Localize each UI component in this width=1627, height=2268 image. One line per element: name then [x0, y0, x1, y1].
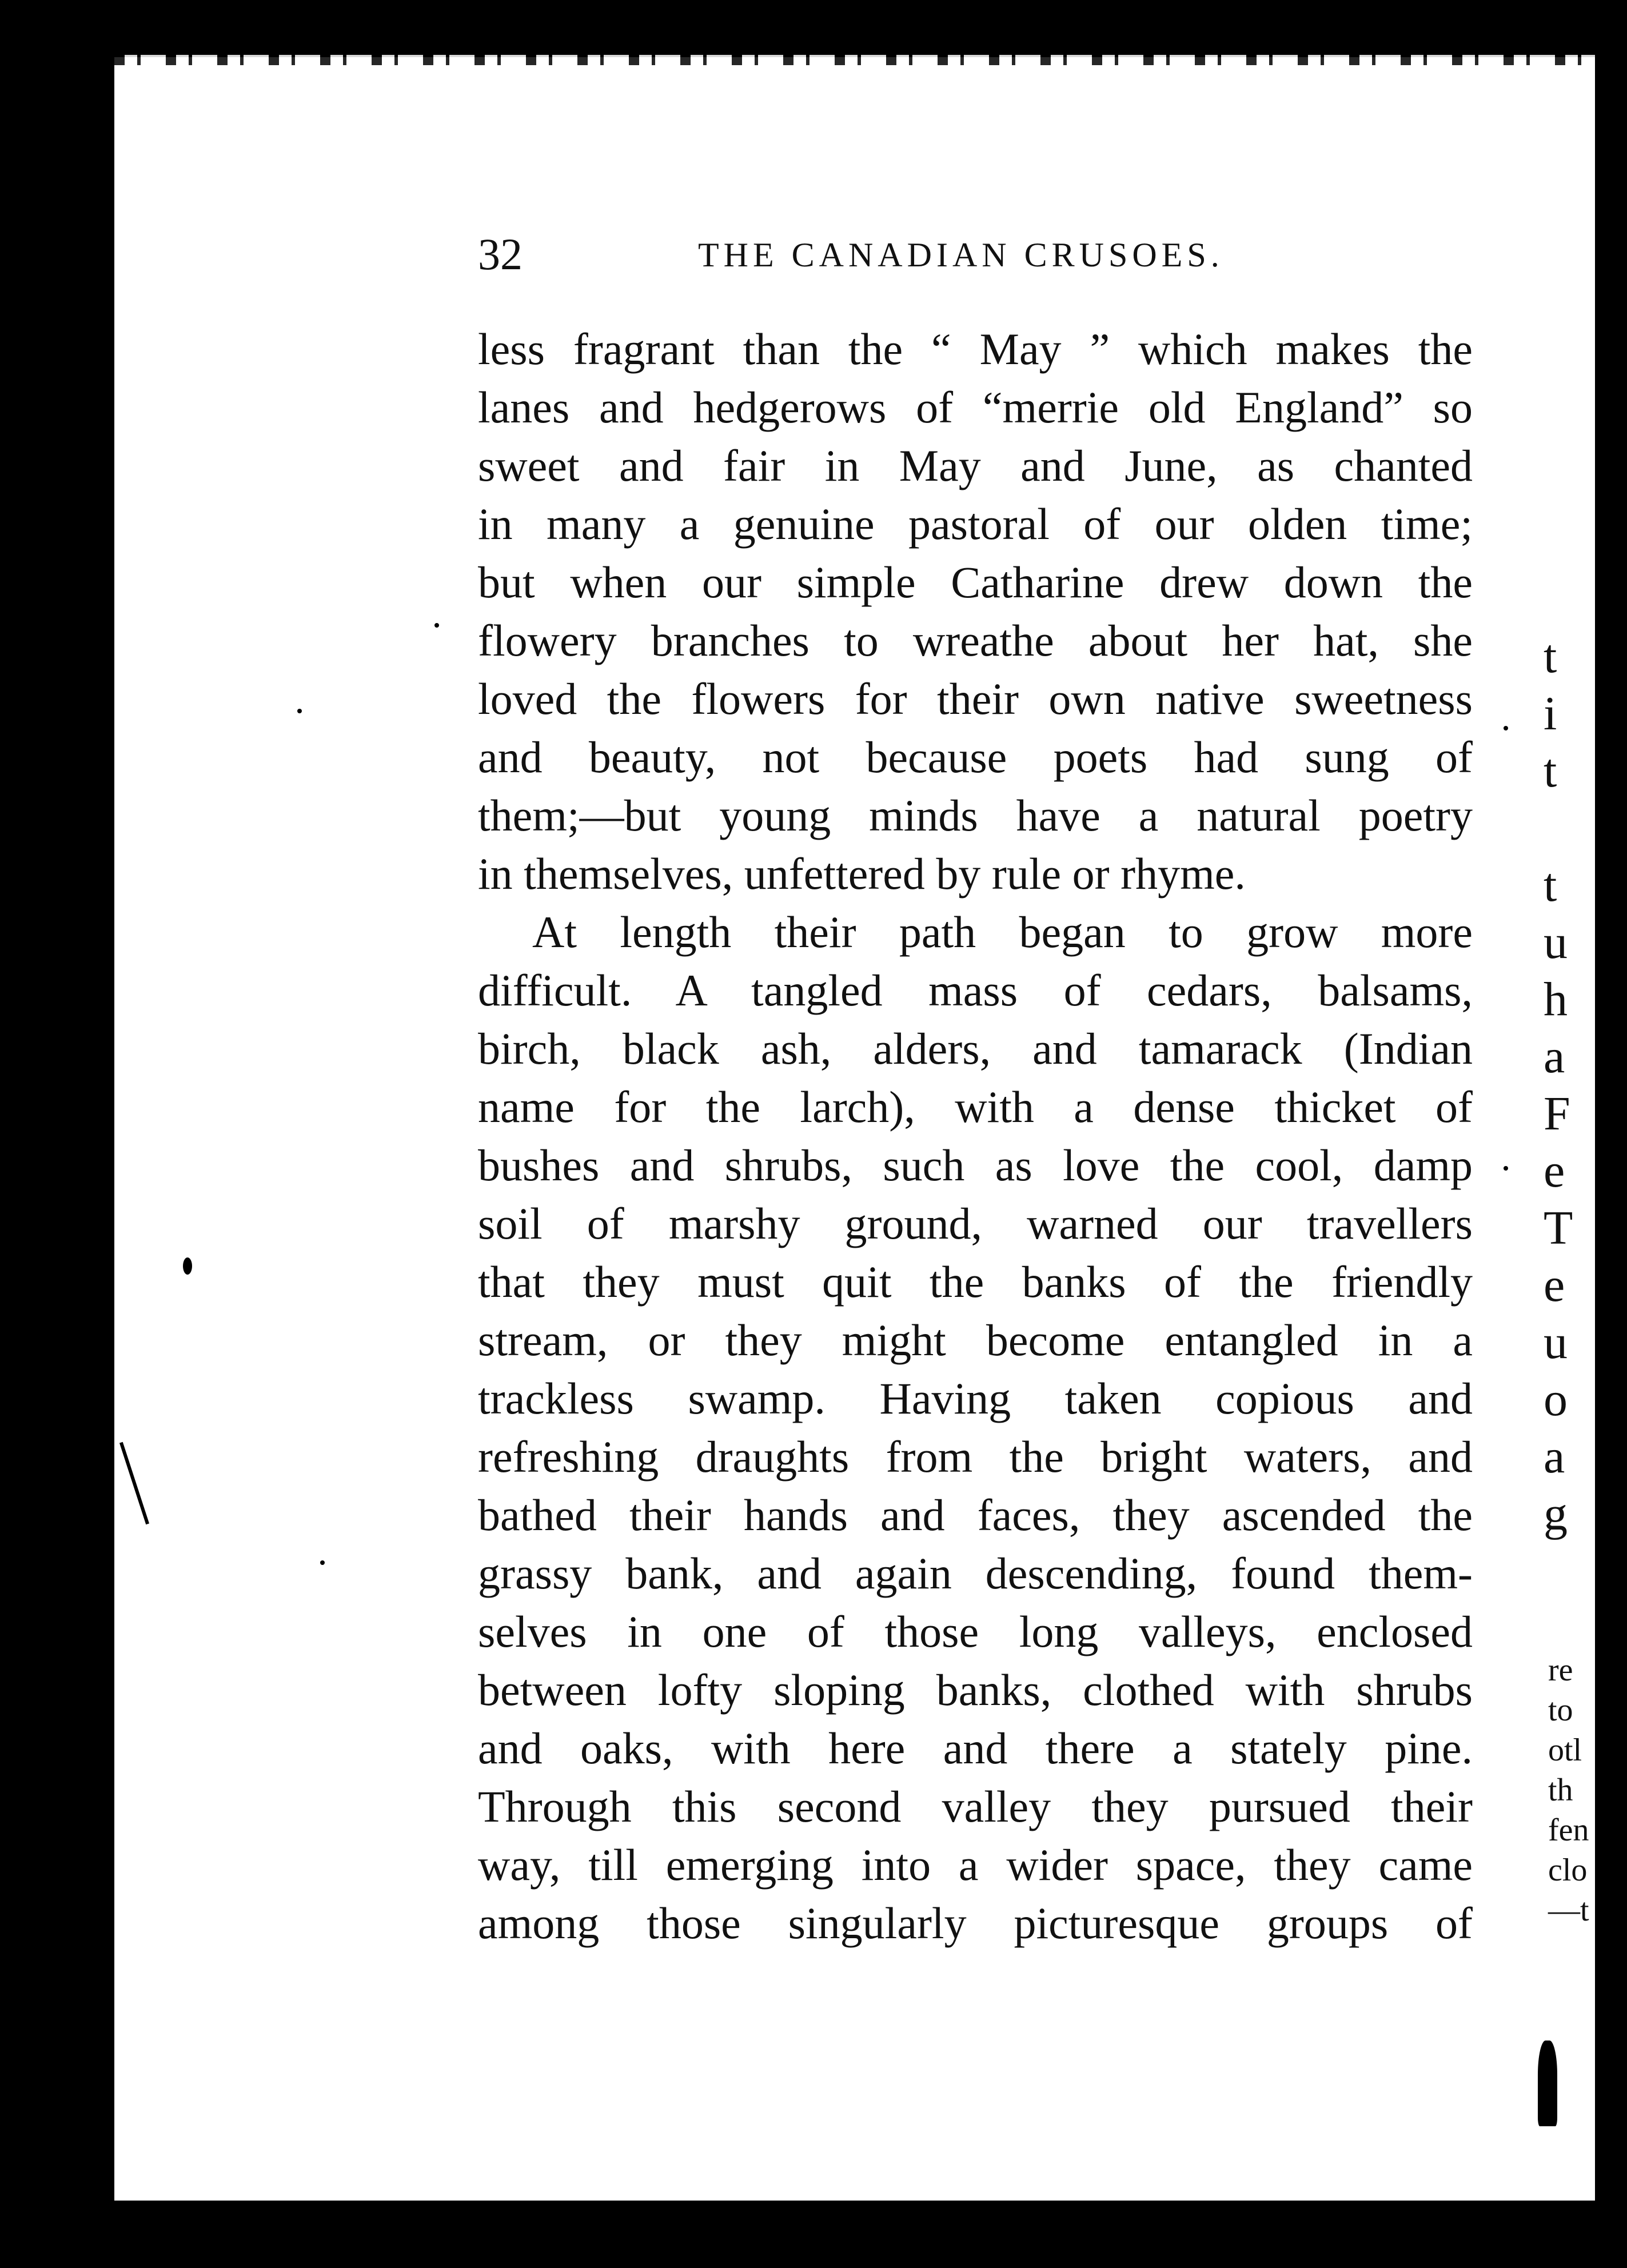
- adjacent-letter: a: [1544, 1430, 1565, 1483]
- text-line: soil of marshy ground, warned our travellers: [478, 1199, 1473, 1248]
- adjacent-letter: u: [1544, 1316, 1568, 1369]
- speck: [297, 709, 302, 713]
- running-head: [478, 229, 1244, 292]
- text-line: between lofty sloping banks, clothed with shrubs: [478, 1665, 1473, 1715]
- speck: [1504, 1166, 1508, 1171]
- adjacent-letter: g: [1544, 1487, 1568, 1540]
- page-number: 32: [478, 229, 523, 279]
- text-line: stream, or they might become entangled in a: [478, 1315, 1473, 1365]
- adjacent-footnote-fragment: otl: [1548, 1732, 1582, 1768]
- speck: [320, 1560, 325, 1565]
- text-line: refreshing draughts from the bright waters, and: [478, 1432, 1473, 1482]
- scan-top-edge: [114, 55, 1601, 65]
- adjacent-letter: h: [1544, 973, 1568, 1026]
- adjacent-letter: e: [1544, 1259, 1565, 1312]
- text-line: that they must quit the banks of the friendly: [478, 1257, 1473, 1307]
- text-line: difficult. A tangled mass of cedars, balsams,: [478, 965, 1473, 1015]
- text-line: in themselves, unfettered by rule or rhyme.: [478, 849, 1246, 899]
- adjacent-letter: F: [1544, 1087, 1570, 1140]
- adjacent-footnote-fragment: clo: [1548, 1852, 1588, 1888]
- adjacent-letter: e: [1544, 1144, 1565, 1197]
- text-line: but when our simple Catharine drew down the: [478, 557, 1473, 607]
- running-title: THE CANADIAN CRUSOES.: [698, 236, 1224, 274]
- adjacent-letter: a: [1544, 1030, 1565, 1083]
- text-line: less fragrant than the “ May ” which makes the: [478, 324, 1473, 374]
- adjacent-footnote-fragment: —t: [1548, 1892, 1589, 1928]
- scan-bottom-edge: [114, 2201, 1601, 2209]
- text-line: bathed their hands and faces, they ascended the: [478, 1490, 1473, 1540]
- text-line: and oaks, with here and there a stately pine.: [478, 1723, 1473, 1773]
- adjacent-footnote-fragment: to: [1548, 1692, 1573, 1728]
- text-line: Through this second valley they pursued their: [478, 1782, 1473, 1831]
- text-line: lanes and hedgerows of “merrie old England” so: [478, 382, 1473, 432]
- text-line: bushes and shrubs, such as love the cool, damp: [478, 1140, 1473, 1190]
- text-line: birch, black ash, alders, and tamarack (Indian: [478, 1024, 1473, 1073]
- text-line: among those singularly picturesque groups of: [478, 1898, 1473, 1948]
- speck: [434, 623, 439, 628]
- adjacent-letter: t: [1544, 859, 1557, 912]
- binding-shadow: [1538, 2041, 1557, 2126]
- adjacent-footnote-fragment: fen: [1548, 1812, 1589, 1848]
- text-line: name for the larch), with a dense thicket of: [478, 1082, 1473, 1132]
- text-line: in many a genuine pastoral of our olden time;: [478, 499, 1473, 549]
- text-line: loved the flowers for their own native sweetness: [478, 674, 1473, 724]
- text-line: flowery branches to wreathe about her hat, she: [478, 616, 1473, 665]
- adjacent-footnote-fragment: re: [1548, 1652, 1573, 1688]
- text-line: grassy bank, and again descending, found them-: [478, 1548, 1473, 1598]
- adjacent-letter: t: [1544, 744, 1557, 797]
- adjacent-letter: u: [1544, 916, 1568, 969]
- adjacent-footnote-fragment: th: [1548, 1772, 1573, 1808]
- text-line: them;—but young minds have a natural poetry: [478, 790, 1473, 840]
- body-text: [478, 320, 1473, 1952]
- text-line: way, till emerging into a wider space, they came: [478, 1840, 1473, 1890]
- text-line: selves in one of those long valleys, enclosed: [478, 1607, 1473, 1656]
- text-line: sweet and fair in May and June, as chanted: [478, 441, 1473, 490]
- speck: [1504, 726, 1508, 730]
- adjacent-letter: t: [1544, 630, 1557, 683]
- text-line: At length their path began to grow more: [532, 907, 1473, 957]
- text-line: and beauty, not because poets had sung of: [478, 732, 1473, 782]
- adjacent-page-fragment: [1544, 629, 1598, 1989]
- speck: [183, 1257, 192, 1275]
- adjacent-letter: o: [1544, 1373, 1568, 1426]
- adjacent-letter: T: [1544, 1201, 1573, 1255]
- text-line: trackless swamp. Having taken copious and: [478, 1373, 1473, 1423]
- adjacent-letter: i: [1544, 687, 1557, 740]
- scan-right-border: [1595, 0, 1627, 2268]
